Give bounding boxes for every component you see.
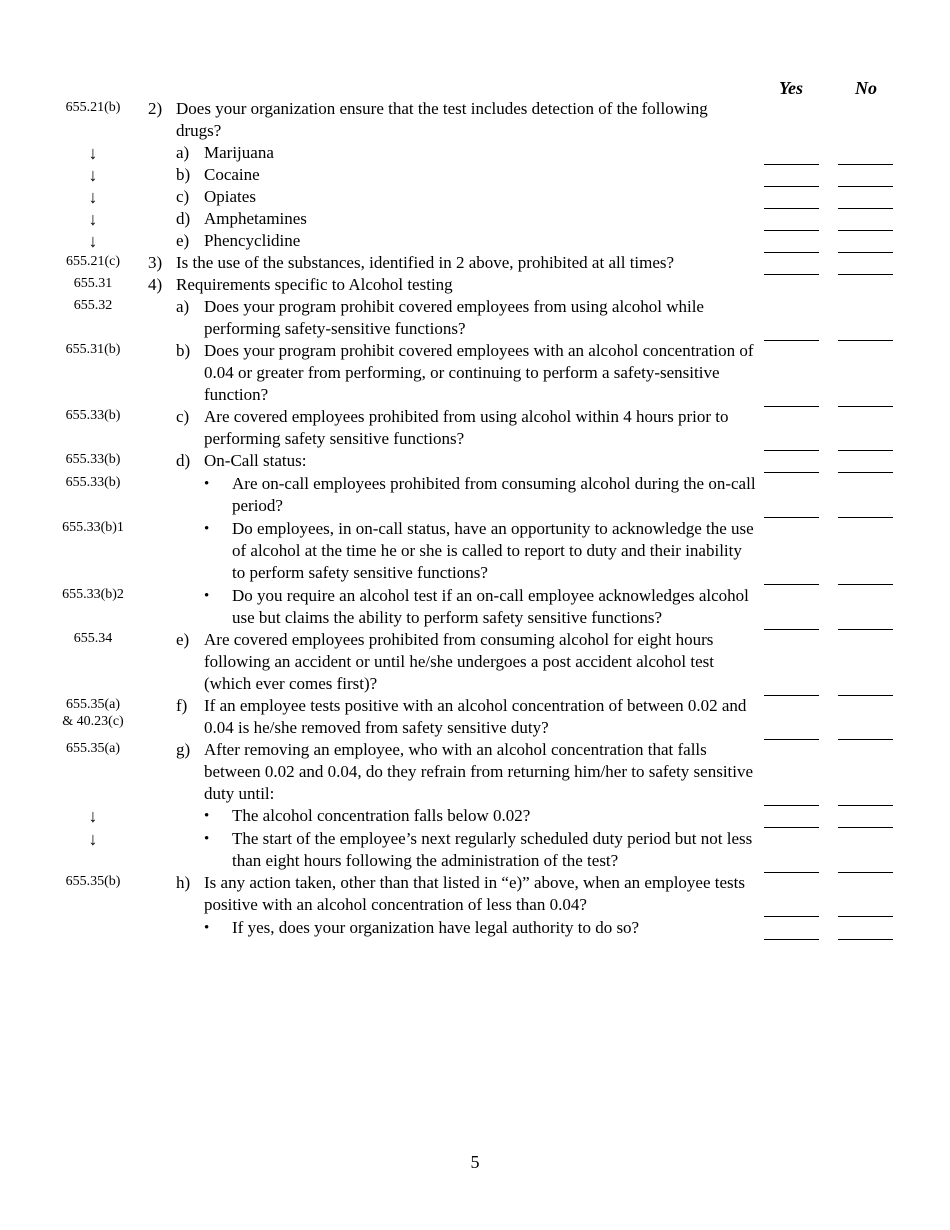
regulation-reference: 655.33(b) <box>65 475 121 490</box>
question-row <box>0 406 950 450</box>
bullet-icon: • <box>204 808 210 824</box>
question-text: Are on-call employees prohibited from consuming alcohol during the on-call period? <box>232 474 756 515</box>
question-text: Phencyclidine <box>204 231 301 250</box>
regulation-reference: 655.34 <box>73 631 113 646</box>
regulation-reference: 655.35(a) & 40.23(c) <box>62 697 124 729</box>
item-number: 3) <box>148 253 163 272</box>
bullet-icon: • <box>204 831 210 847</box>
question-row <box>0 274 950 296</box>
item-number: d) <box>176 451 191 470</box>
regulation-reference: 655.33(b) <box>65 408 121 423</box>
question-text: Requirements specific to Alcohol testing <box>176 275 453 294</box>
question-row <box>0 473 950 517</box>
regulation-reference: 655.32 <box>73 298 113 313</box>
question-text: Do you require an alcohol test if an on-call employee acknowledges alcohol use but claims the ability to perform safety sensitive functions? <box>232 586 749 627</box>
regulation-reference: 655.21(c) <box>65 254 121 269</box>
question-text: Does your program prohibit covered employees with an alcohol concentration of 0.04 or greater from performing, or continuing to perform a safety-sensitive function? <box>204 341 754 404</box>
question-text: Does your organization ensure that the test includes detection of the following drugs? <box>176 99 708 140</box>
continuation-arrow-icon: ↓ <box>88 143 98 163</box>
continuation-arrow-icon: ↓ <box>88 829 98 849</box>
question-text: Amphetamines <box>204 209 307 228</box>
bullet-icon: • <box>204 521 210 537</box>
question-text: Cocaine <box>204 165 260 184</box>
question-row <box>0 917 950 939</box>
question-row <box>0 805 950 827</box>
no-answer-blank[interactable] <box>838 939 893 940</box>
continuation-arrow-icon: ↓ <box>88 187 98 207</box>
item-number: b) <box>176 341 191 360</box>
continuation-arrow-icon: ↓ <box>88 231 98 251</box>
question-row <box>0 164 950 186</box>
question-text: Are covered employees prohibited from using alcohol within 4 hours prior to performing safety sensitive functions? <box>204 407 729 448</box>
item-number: c) <box>176 407 190 426</box>
question-text: If an employee tests positive with an alcohol concentration of between 0.02 and 0.04 is he/she removed from safety sensitive duty? <box>204 696 747 737</box>
continuation-arrow-icon: ↓ <box>88 209 98 229</box>
item-number: c) <box>176 187 190 206</box>
question-row <box>0 296 950 340</box>
question-row <box>0 585 950 629</box>
bullet-icon: • <box>204 588 210 604</box>
yes-answer-blank[interactable] <box>764 939 819 940</box>
question-row <box>0 739 950 805</box>
item-number: d) <box>176 209 191 228</box>
question-row <box>0 208 950 230</box>
continuation-arrow-icon: ↓ <box>88 165 98 185</box>
bullet-icon: • <box>204 476 210 492</box>
regulation-reference: 655.33(b) <box>65 452 121 467</box>
item-number: 4) <box>148 275 163 294</box>
item-number: a) <box>176 143 190 162</box>
question-row <box>0 450 950 472</box>
question-row <box>0 828 950 872</box>
item-number: f) <box>176 696 188 715</box>
item-number: h) <box>176 873 191 892</box>
bullet-icon: • <box>204 920 210 936</box>
question-row <box>0 695 950 739</box>
regulation-reference: 655.35(a) <box>65 741 121 756</box>
item-number: a) <box>176 297 190 316</box>
page-number: 5 <box>470 1152 480 1172</box>
item-number: e) <box>176 231 190 250</box>
question-row <box>0 252 950 274</box>
question-text: Marijuana <box>204 143 274 162</box>
continuation-arrow-icon: ↓ <box>88 806 98 826</box>
question-row <box>0 186 950 208</box>
yes-column-header: Yes <box>779 78 803 98</box>
question-row <box>0 629 950 695</box>
question-text: The alcohol concentration falls below 0.02? <box>232 806 531 825</box>
item-number: g) <box>176 740 191 759</box>
question-text: If yes, does your organization have legal authority to do so? <box>232 918 640 937</box>
question-row <box>0 340 950 406</box>
regulation-reference: 655.21(b) <box>65 100 121 115</box>
question-text: Is the use of the substances, identified in 2 above, prohibited at all times? <box>176 253 675 272</box>
question-text: Do employees, in on-call status, have an opportunity to acknowledge the use of alcohol at the time he or she is called to report to duty and their inability to perform safety sensitive functions? <box>232 519 754 582</box>
question-row <box>0 872 950 916</box>
question-row <box>0 98 950 142</box>
question-row <box>0 518 950 584</box>
question-row <box>0 230 950 252</box>
question-text: Is any action taken, other than that listed in “e)” above, when an employee tests positive with an alcohol concentration of less than 0.04? <box>204 873 745 914</box>
item-number: b) <box>176 165 191 184</box>
no-column-header: No <box>855 78 877 98</box>
item-number: e) <box>176 630 190 649</box>
regulation-reference: 655.31 <box>73 276 113 291</box>
regulation-reference: 655.31(b) <box>65 342 121 357</box>
question-text: On-Call status: <box>204 451 307 470</box>
regulation-reference: 655.35(b) <box>65 874 121 889</box>
question-text: Are covered employees prohibited from consuming alcohol for eight hours following an accident or until he/she undergoes a post accident alcohol test (which ever comes first)? <box>204 630 715 693</box>
item-number: 2) <box>148 99 163 118</box>
question-text: The start of the employee’s next regularly scheduled duty period but not less than eight hours following the administration of the test? <box>232 829 753 870</box>
question-row <box>0 142 950 164</box>
question-list <box>0 98 950 939</box>
question-text: After removing an employee, who with an alcohol concentration that falls between 0.02 and 0.04, do they refrain from returning him/her to safety sensitive duty until: <box>204 740 754 803</box>
regulation-reference: 655.33(b)2 <box>62 587 124 602</box>
regulation-reference: 655.33(b)1 <box>62 520 124 535</box>
question-text: Does your program prohibit covered employees from using alcohol while performing safety-sensitive functions? <box>204 297 704 338</box>
question-text: Opiates <box>204 187 256 206</box>
